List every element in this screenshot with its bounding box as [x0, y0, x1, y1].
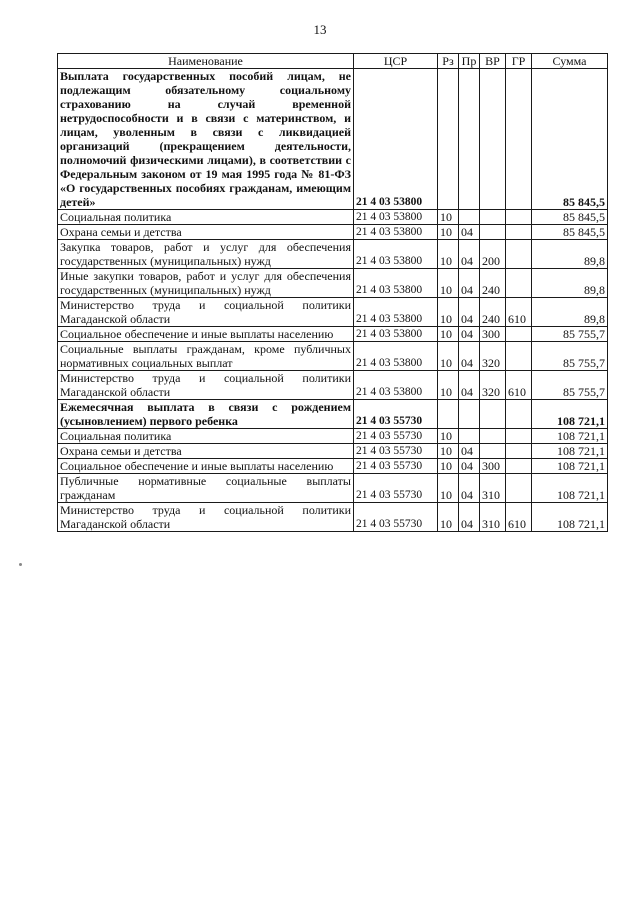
cell-name: Закупка товаров, работ и услуг для обеспечения государственных (муниципальных) нужд	[58, 240, 354, 269]
cell-name: Социальные выплаты гражданам, кроме публичных нормативных социальных выплат	[58, 342, 354, 371]
table-body	[58, 69, 608, 532]
cell-csr: 21 4 03 53800	[354, 240, 438, 269]
cell-sum: 89,8	[532, 269, 608, 298]
cell-rz: 10	[438, 269, 459, 298]
column-header-rz: Рз	[438, 54, 459, 69]
cell-vr	[480, 210, 506, 225]
table-row	[58, 298, 608, 327]
cell-name: Социальная политика	[58, 429, 354, 444]
cell-name: Ежемесячная выплата в связи с рождением (усыновлением) первого ребенка	[58, 400, 354, 429]
cell-gr	[506, 444, 532, 459]
cell-rz	[438, 69, 459, 210]
cell-gr	[506, 269, 532, 298]
table-row	[58, 327, 608, 342]
cell-gr	[506, 400, 532, 429]
column-header-vr: ВР	[480, 54, 506, 69]
cell-name: Публичные нормативные социальные выплаты гражданам	[58, 474, 354, 503]
cell-csr: 21 4 03 55730	[354, 429, 438, 444]
cell-sum: 89,8	[532, 298, 608, 327]
cell-rz: 10	[438, 298, 459, 327]
cell-rz: 10	[438, 225, 459, 240]
cell-gr: 610	[506, 298, 532, 327]
table-row	[58, 225, 608, 240]
table-row	[58, 503, 608, 532]
cell-name: Иные закупки товаров, работ и услуг для обеспечения государственных (муниципальных) нужд	[58, 269, 354, 298]
table-row	[58, 240, 608, 269]
cell-rz: 10	[438, 371, 459, 400]
cell-sum: 108 721,1	[532, 503, 608, 532]
cell-sum: 89,8	[532, 240, 608, 269]
cell-gr	[506, 240, 532, 269]
cell-csr: 21 4 03 55730	[354, 503, 438, 532]
cell-gr	[506, 69, 532, 210]
cell-rz: 10	[438, 444, 459, 459]
cell-name: Охрана семьи и детства	[58, 225, 354, 240]
cell-gr	[506, 210, 532, 225]
cell-pr: 04	[459, 503, 480, 532]
cell-csr: 21 4 03 53800	[354, 371, 438, 400]
cell-gr	[506, 327, 532, 342]
cell-name: Охрана семьи и детства	[58, 444, 354, 459]
header-row	[58, 54, 608, 69]
scan-mark	[19, 563, 22, 566]
cell-name: Выплата государственных пособий лицам, не подлежащим обязательному социальному страхованию на случай временной нетрудоспособности и в связи с материнством, и лицам, уволенным в связи с ликвидацией организаций (прекращением деятельности, полномочий физическими лицами), в соответствии с Федеральным законом от 19 мая 1995 года № 81-ФЗ «О государственных пособиях гражданам, имеющим детей»	[58, 69, 354, 210]
cell-name: Министерство труда и социальной политики Магаданской области	[58, 503, 354, 532]
cell-name: Социальная политика	[58, 210, 354, 225]
cell-pr: 04	[459, 444, 480, 459]
cell-vr: 240	[480, 298, 506, 327]
cell-gr	[506, 342, 532, 371]
cell-csr: 21 4 03 53800	[354, 298, 438, 327]
table-row	[58, 444, 608, 459]
cell-sum: 108 721,1	[532, 459, 608, 474]
table-row	[58, 474, 608, 503]
cell-pr	[459, 400, 480, 429]
cell-sum: 85 845,5	[532, 225, 608, 240]
cell-pr: 04	[459, 240, 480, 269]
cell-pr: 04	[459, 342, 480, 371]
cell-gr	[506, 429, 532, 444]
cell-vr	[480, 225, 506, 240]
cell-gr	[506, 459, 532, 474]
cell-gr: 610	[506, 503, 532, 532]
cell-vr	[480, 69, 506, 210]
cell-sum: 85 845,5	[532, 210, 608, 225]
cell-csr: 21 4 03 53800	[354, 69, 438, 210]
table-row	[58, 210, 608, 225]
table-row	[58, 429, 608, 444]
cell-vr	[480, 444, 506, 459]
cell-sum: 108 721,1	[532, 400, 608, 429]
cell-pr	[459, 69, 480, 210]
cell-rz: 10	[438, 240, 459, 269]
table-row	[58, 269, 608, 298]
cell-csr: 21 4 03 53800	[354, 327, 438, 342]
cell-rz: 10	[438, 429, 459, 444]
cell-rz: 10	[438, 474, 459, 503]
table-row	[58, 371, 608, 400]
cell-vr: 310	[480, 474, 506, 503]
column-header-pr: Пр	[459, 54, 480, 69]
cell-sum: 108 721,1	[532, 444, 608, 459]
page-number: 13	[313, 22, 327, 37]
cell-csr: 21 4 03 55730	[354, 474, 438, 503]
cell-name: Социальное обеспечение и иные выплаты населению	[58, 459, 354, 474]
cell-gr	[506, 474, 532, 503]
cell-csr: 21 4 03 53800	[354, 342, 438, 371]
cell-name: Социальное обеспечение и иные выплаты населению	[58, 327, 354, 342]
cell-gr	[506, 225, 532, 240]
cell-pr: 04	[459, 298, 480, 327]
cell-pr: 04	[459, 371, 480, 400]
cell-rz	[438, 400, 459, 429]
budget-table	[57, 53, 608, 532]
cell-vr	[480, 429, 506, 444]
cell-vr: 320	[480, 342, 506, 371]
cell-name: Министерство труда и социальной политики Магаданской области	[58, 298, 354, 327]
cell-csr: 21 4 03 53800	[354, 269, 438, 298]
cell-vr: 200	[480, 240, 506, 269]
cell-pr: 04	[459, 225, 480, 240]
cell-csr: 21 4 03 55730	[354, 459, 438, 474]
cell-sum: 85 755,7	[532, 371, 608, 400]
table-row	[58, 400, 608, 429]
cell-csr: 21 4 03 53800	[354, 225, 438, 240]
cell-pr: 04	[459, 474, 480, 503]
cell-vr: 300	[480, 459, 506, 474]
cell-vr: 240	[480, 269, 506, 298]
cell-rz: 10	[438, 327, 459, 342]
cell-sum: 108 721,1	[532, 474, 608, 503]
cell-sum: 108 721,1	[532, 429, 608, 444]
column-header-gr: ГР	[506, 54, 532, 69]
cell-rz: 10	[438, 459, 459, 474]
cell-name: Министерство труда и социальной политики Магаданской области	[58, 371, 354, 400]
cell-rz: 10	[438, 503, 459, 532]
table-row	[58, 69, 608, 210]
cell-pr: 04	[459, 327, 480, 342]
cell-vr: 320	[480, 371, 506, 400]
column-header-sum: Сумма	[532, 54, 608, 69]
table-header	[58, 54, 608, 69]
cell-pr: 04	[459, 459, 480, 474]
cell-gr: 610	[506, 371, 532, 400]
cell-sum: 85 845,5	[532, 69, 608, 210]
table-row	[58, 342, 608, 371]
cell-csr: 21 4 03 53800	[354, 210, 438, 225]
cell-pr	[459, 210, 480, 225]
cell-vr: 310	[480, 503, 506, 532]
column-header-name: Наименование	[58, 54, 354, 69]
table-row	[58, 459, 608, 474]
cell-vr	[480, 400, 506, 429]
cell-csr: 21 4 03 55730	[354, 400, 438, 429]
cell-rz: 10	[438, 342, 459, 371]
cell-rz: 10	[438, 210, 459, 225]
column-header-csr: ЦСР	[354, 54, 438, 69]
cell-pr: 04	[459, 269, 480, 298]
cell-vr: 300	[480, 327, 506, 342]
cell-csr: 21 4 03 55730	[354, 444, 438, 459]
cell-sum: 85 755,7	[532, 342, 608, 371]
cell-sum: 85 755,7	[532, 327, 608, 342]
cell-pr	[459, 429, 480, 444]
